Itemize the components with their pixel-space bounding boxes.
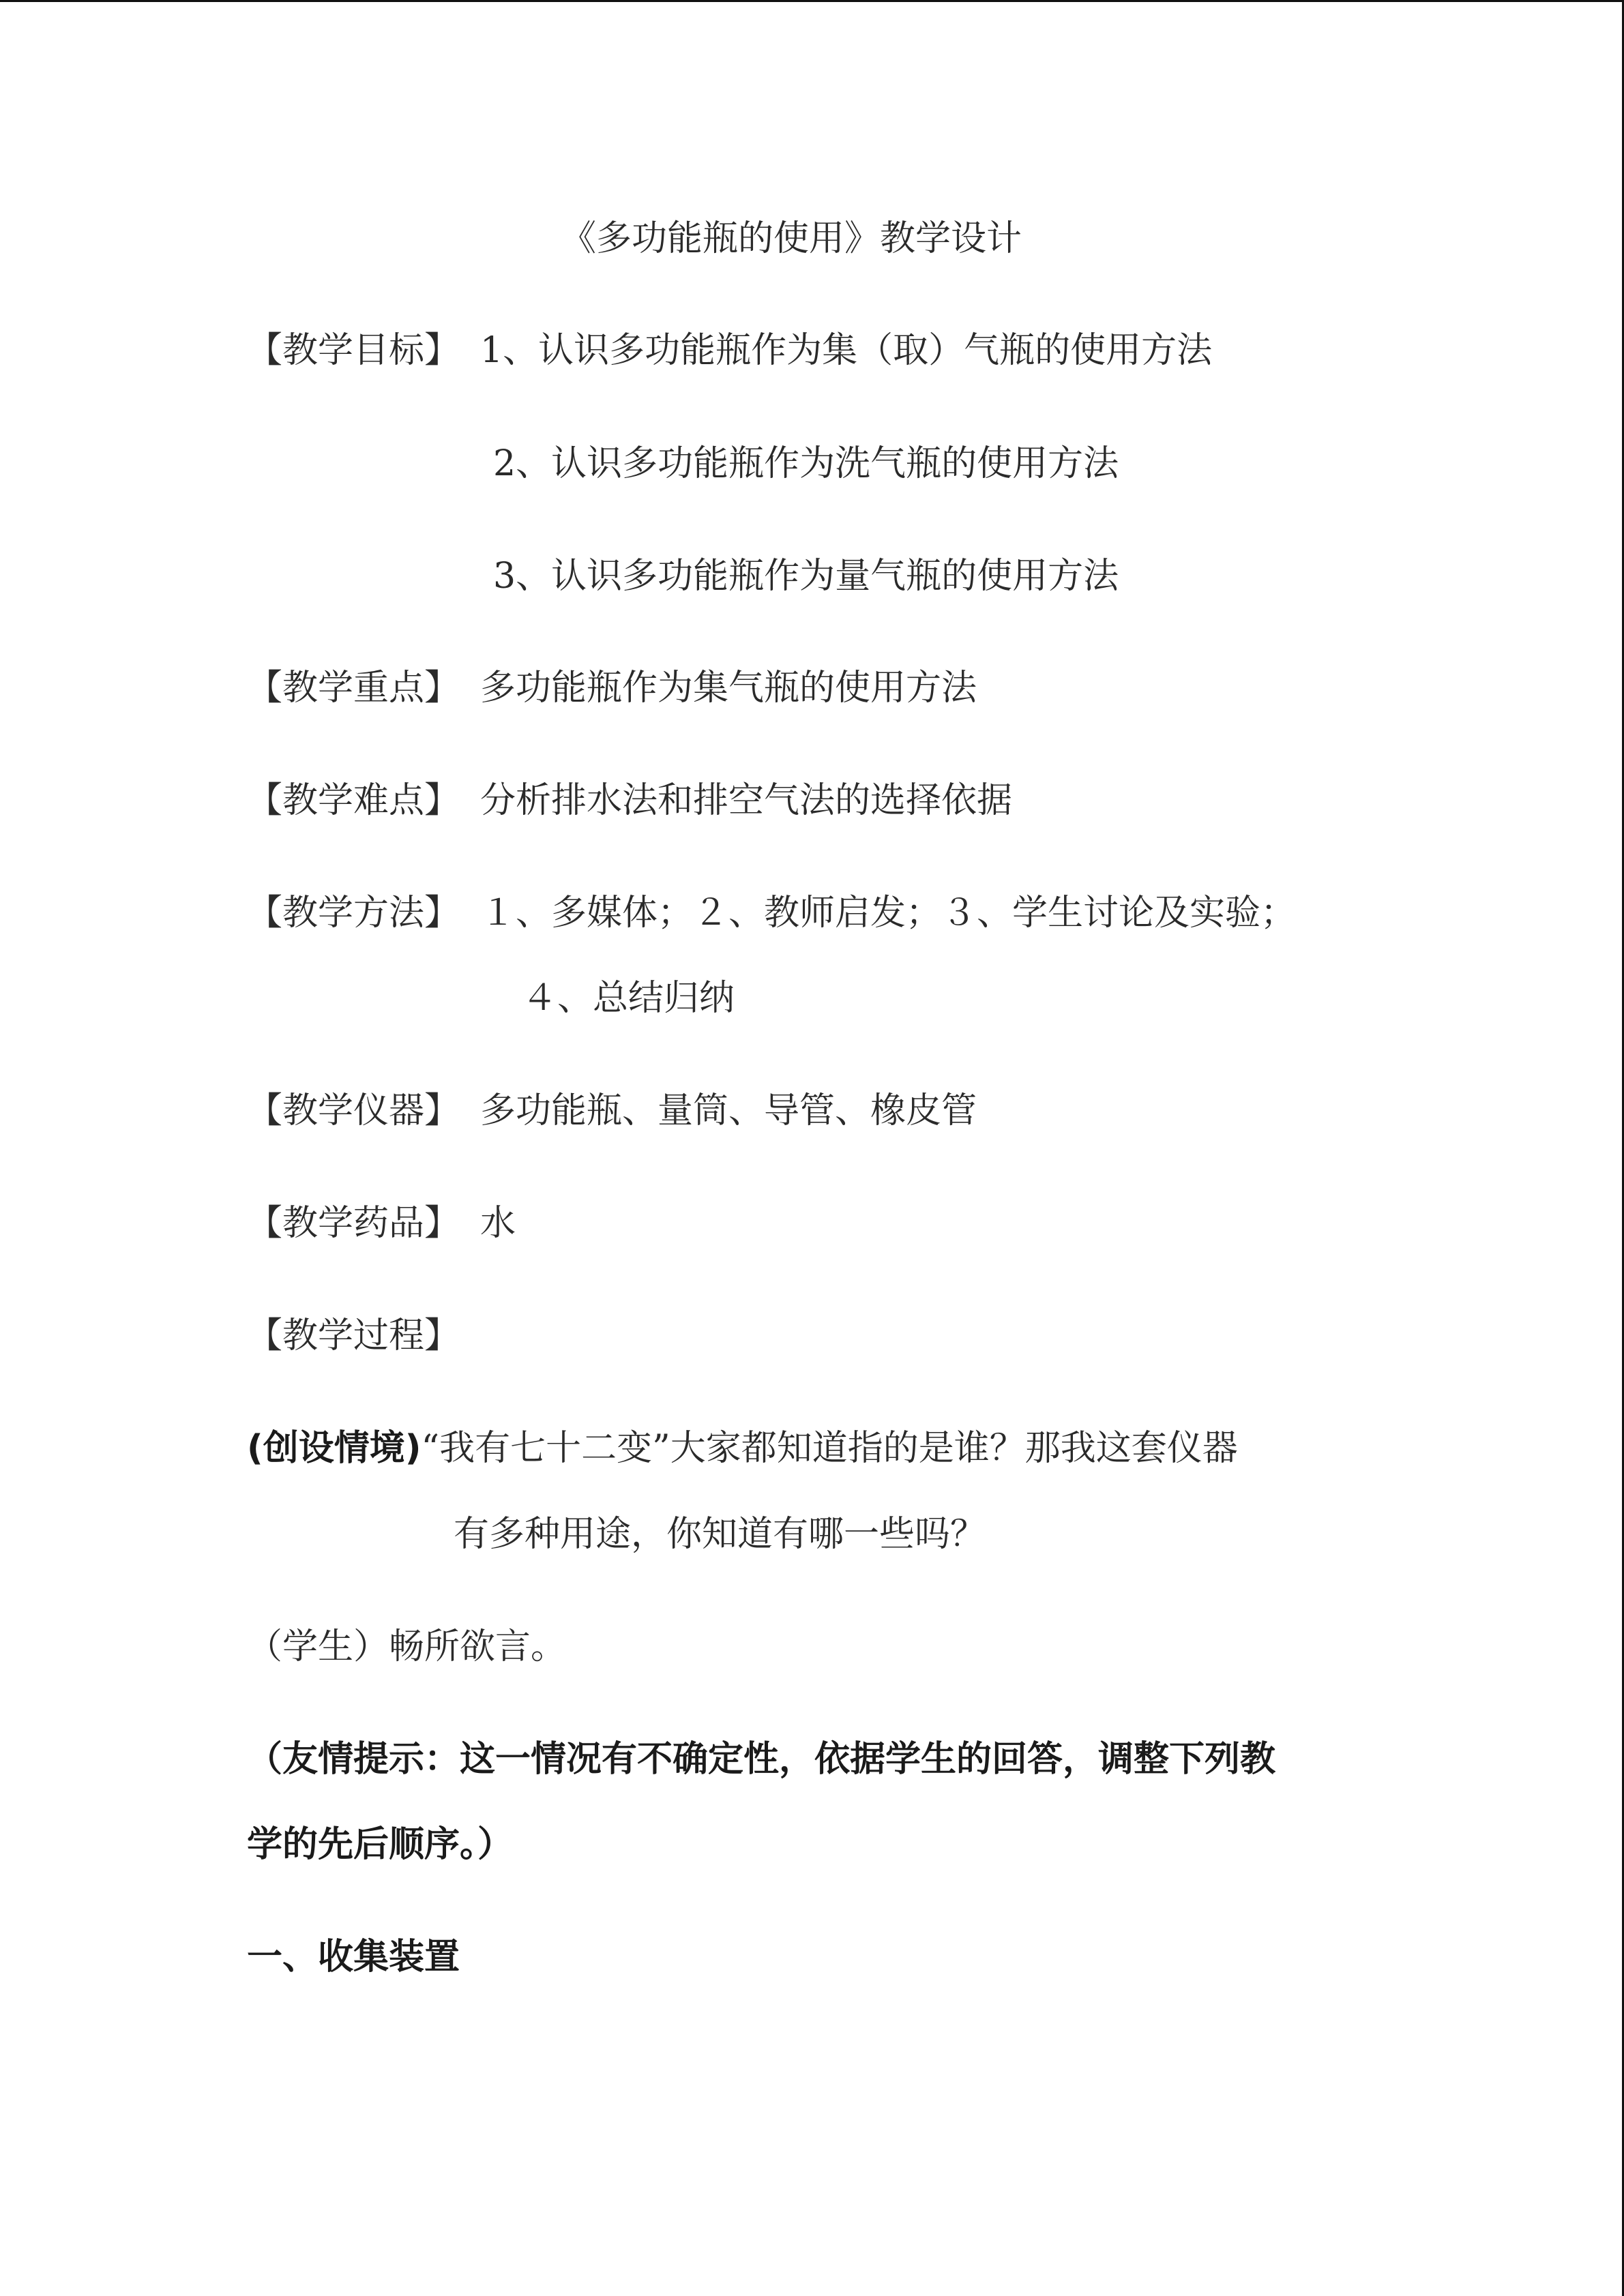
tip-line-1: （友情提示：这一情况有不确定性，依据学生的回答，调整下列教 bbox=[247, 1739, 1276, 1780]
scenario-line-1: “我有七十二变”大家都知道指的是谁？那我这套仪器 bbox=[421, 1428, 1238, 1469]
difficulty-value: 分析排水法和排空气法的选择依据 bbox=[480, 780, 1013, 821]
scenario-line-2: 有多种用途，你知道有哪一些吗？ bbox=[454, 1514, 986, 1555]
methods-label: 【教学方法】 bbox=[247, 893, 460, 934]
scenario-row bbox=[247, 1427, 1238, 1470]
key-point-row bbox=[247, 666, 977, 710]
objective-item-1: 1、认识多功能瓶作为集（取）气瓶的使用方法 bbox=[480, 330, 1213, 371]
key-point-value: 多功能瓶作为集气瓶的使用方法 bbox=[480, 668, 977, 709]
student-response: （学生）畅所欲言。 bbox=[247, 1626, 567, 1667]
section-heading-1: 一、收集装置 bbox=[247, 1937, 460, 1978]
instruments-value: 多功能瓶、量筒、导管、橡皮管 bbox=[480, 1090, 977, 1131]
document-title: 《多功能瓶的使用》教学设计 bbox=[561, 218, 1022, 259]
difficulty-label: 【教学难点】 bbox=[247, 780, 460, 821]
reagents-row bbox=[247, 1202, 516, 1245]
objectives-label: 【教学目标】 bbox=[247, 330, 460, 371]
scenario-label: (创设情境) bbox=[247, 1428, 422, 1469]
methods-line-2: ４、总结归纳 bbox=[522, 978, 735, 1019]
instruments-label: 【教学仪器】 bbox=[247, 1090, 460, 1131]
page-top-border bbox=[0, 0, 1624, 2]
objective-item-3: 3、认识多功能瓶作为量气瓶的使用方法 bbox=[493, 556, 1119, 597]
instruments-row bbox=[247, 1089, 977, 1133]
methods-row bbox=[247, 891, 1296, 935]
tip-line-2: 学的先后顺序。） bbox=[247, 1824, 514, 1865]
key-point-label: 【教学重点】 bbox=[247, 668, 460, 709]
objective-item-2: 2、认识多功能瓶作为洗气瓶的使用方法 bbox=[493, 443, 1119, 484]
process-label: 【教学过程】 bbox=[247, 1315, 460, 1356]
methods-line-1: １、多媒体；２、教师启发；３、学生讨论及实验； bbox=[480, 893, 1297, 934]
difficulty-row bbox=[247, 779, 1012, 822]
objectives-row bbox=[247, 329, 1212, 372]
reagents-label: 【教学药品】 bbox=[247, 1203, 460, 1244]
reagents-value: 水 bbox=[480, 1203, 516, 1244]
